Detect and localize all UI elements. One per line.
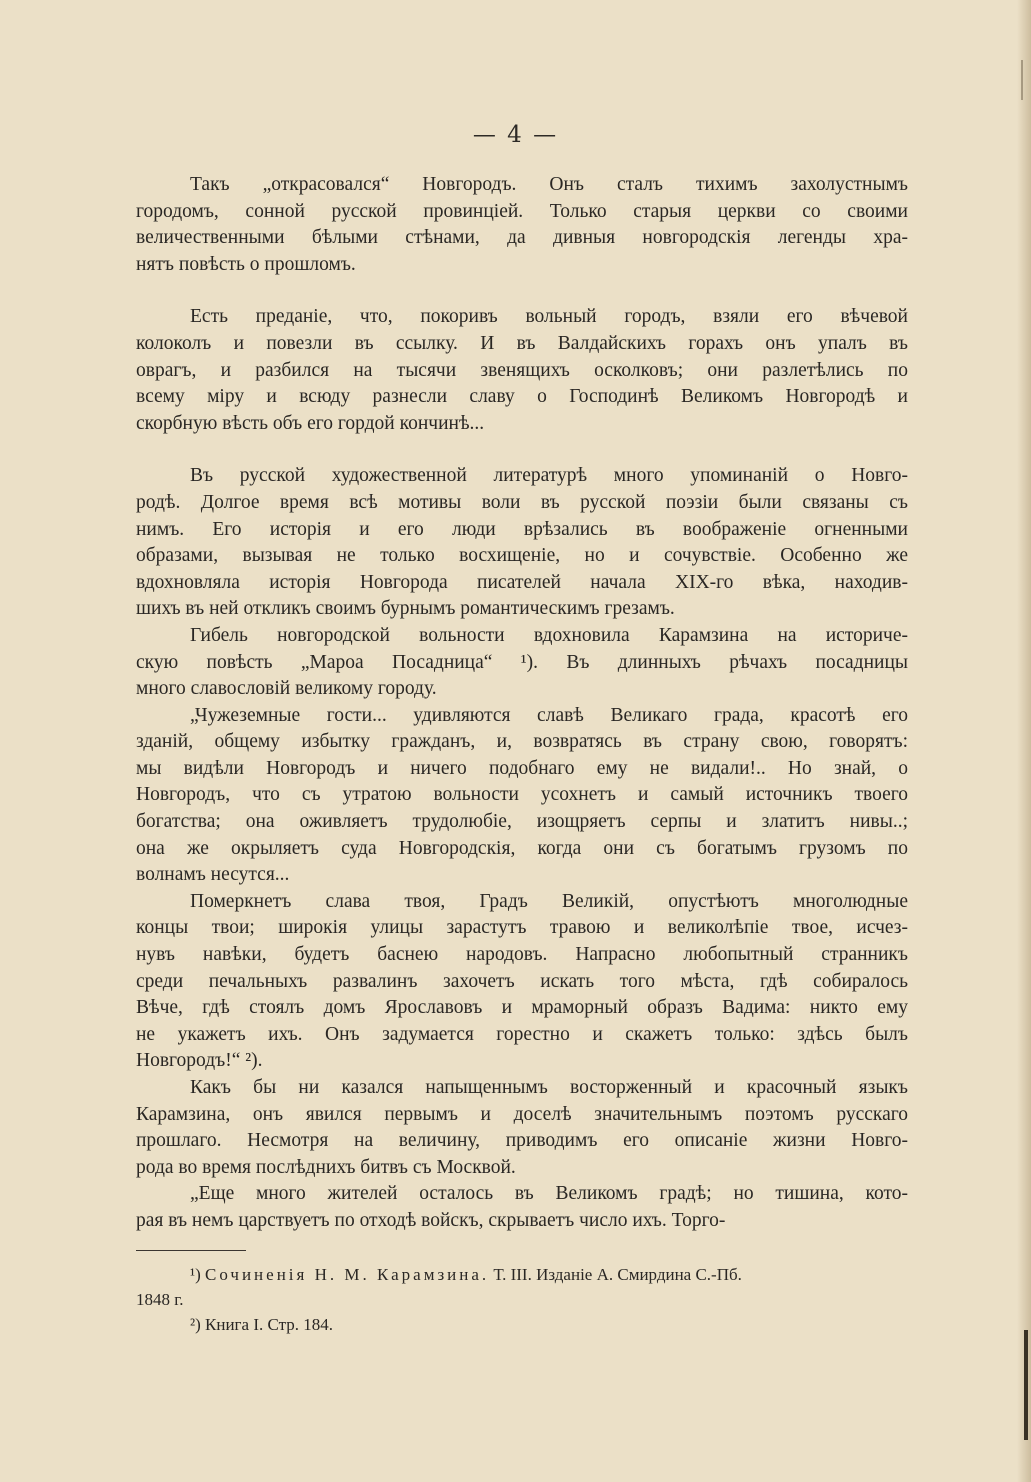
- page-number: — 4 —: [472, 122, 559, 148]
- text-line: мы видѣли Новгородъ и ничего подобнаго ему не видали!.. Но знай, о: [136, 757, 908, 779]
- text-line: Новгородъ!“ ²).: [136, 1050, 263, 1072]
- text-line: прошлаго. Несмотря на величину, приводимъ его описаніе жизни Новго-: [136, 1130, 908, 1152]
- text-line: оврагъ, и разбился на тысячи звенящихъ осколковъ; они разлетѣлись по: [136, 359, 908, 381]
- footnote-1-continuation: 1848 г.: [136, 1290, 184, 1309]
- footnote-2-marker: ²): [190, 1315, 201, 1334]
- text-line: образами, вызывая не только восхищеніе, но и сочувствіе. Особенно же: [136, 545, 908, 567]
- text-line: Вѣче, гдѣ стоялъ домъ Ярославовъ и мраморный образъ Вадима: никто ему: [136, 997, 908, 1019]
- paragraph: [136, 463, 908, 623]
- text-line: „Еще много жителей осталось въ Великомъ градѣ; но тишина, кото-: [190, 1183, 908, 1205]
- paragraph: [136, 1075, 908, 1181]
- text-line: Гибель новгородской вольности вдохновила Карамзина на историче-: [190, 624, 908, 646]
- paragraph: [136, 889, 908, 1075]
- text-line: среди печальныхъ развалинъ захочетъ искать того мѣста, гдѣ собиралось: [136, 970, 908, 992]
- paragraph: [136, 623, 908, 703]
- text-line: „Чужеземные гости... удивляются славѣ Великаго града, красотѣ его: [190, 704, 908, 726]
- text-line: нувъ навѣки, будетъ баснею народовъ. Напрасно любопытный странникъ: [136, 944, 908, 966]
- text-line: много славословій великому городу.: [136, 678, 437, 700]
- text-line: величественными бѣлыми стѣнами, да дивныя новгородскія легенды хра-: [136, 227, 908, 249]
- footnote-1-marker: ¹): [190, 1265, 201, 1284]
- text-line: Новгородъ, что съ утратою вольности усохнетъ и самый источникъ твоего: [136, 784, 908, 806]
- footnote-1-edition: Т. III. Изданіе А. Смирдина С.-Пб.: [493, 1265, 742, 1284]
- page-edge-mark: [1024, 1330, 1028, 1440]
- footnote-2-text: Книга I. Стр. 184.: [205, 1315, 333, 1334]
- footnote-1: [136, 1262, 908, 1287]
- text-line: Есть преданіе, что, покоривъ вольный городъ, взяли его вѣчевой: [190, 306, 908, 328]
- text-line: скую повѣсть „Мароа Посадница“ ¹). Въ длинныхъ рѣчахъ посадницы: [136, 651, 908, 673]
- body-text: [136, 172, 908, 1235]
- paragraph: [136, 1181, 908, 1234]
- text-line: скорбную вѣсть объ его гордой кончинѣ...: [136, 412, 485, 434]
- text-line: она же окрыляетъ суда Новгородскія, когда они съ богатымъ грузомъ по: [136, 837, 908, 859]
- text-line: Померкнетъ слава твоя, Градъ Великій, опустѣютъ многолюдные: [190, 890, 908, 912]
- text-line: рая въ немъ царствуетъ по отходѣ войскъ, скрываетъ число ихъ. Торго-: [136, 1209, 726, 1231]
- paragraph: [136, 703, 908, 889]
- paragraph: [136, 304, 908, 437]
- footnote-divider: [136, 1250, 246, 1251]
- text-line: всему міру и всюду разнесли славу о Господинѣ Великомъ Новгородѣ и: [136, 386, 908, 408]
- text-line: Карамзина, онъ явился первымъ и доселѣ значительнымъ поэтомъ русскаго: [136, 1103, 908, 1125]
- page-edge-shadow: [1017, 0, 1031, 1482]
- text-line: нятъ повѣсть о прошломъ.: [136, 253, 356, 275]
- text-line: Такъ „открасовался“ Новгородъ. Онъ сталъ тихимъ захолустнымъ: [190, 174, 908, 195]
- text-line: не укажетъ ихъ. Онъ задумается горестно и скажетъ только: здѣсь былъ: [136, 1023, 908, 1045]
- page-edge-mark-top: [1021, 60, 1023, 100]
- text-line: зданій, общему избытку гражданъ, и, возвратясь въ страну свою, говорятъ:: [136, 731, 908, 753]
- text-line: Какъ бы ни казался напыщеннымъ восторженный и красочный языкъ: [190, 1077, 908, 1098]
- text-line: рода во время послѣднихъ битвъ съ Москвой.: [136, 1156, 516, 1178]
- footnote-1-title: Сочиненія Н. М. Карамзина.: [205, 1265, 490, 1284]
- footnote-2: [136, 1312, 908, 1337]
- text-line: нимъ. Его исторія и его люди врѣзались въ воображеніе огненными: [136, 518, 908, 540]
- text-line: концы твои; широкія улицы зарастутъ травою и великолѣпіе твое, исчез-: [136, 917, 908, 939]
- text-line: волнамъ несутся...: [136, 864, 290, 886]
- text-line: вдохновляла исторія Новгорода писателей начала XIX-го вѣка, находив-: [136, 571, 908, 593]
- text-line: городомъ, сонной русской провинціей. Только старыя церкви со своими: [136, 200, 908, 222]
- text-line: родѣ. Долгое время всѣ мотивы воли въ русской поэзіи были связаны съ: [136, 491, 908, 513]
- text-line: шихъ въ ней откликъ своимъ бурнымъ романтическимъ грезамъ.: [136, 598, 675, 620]
- text-line: богатства; она оживляетъ трудолюбіе, изощряетъ серпы и златитъ нивы..;: [136, 811, 908, 833]
- text-line: колоколъ и повезли въ ссылку. И въ Валдайскихъ горахъ онъ упалъ въ: [136, 332, 908, 354]
- text-line: Въ русской художественной литературѣ много упоминаній о Новго-: [190, 465, 908, 487]
- paragraph: [136, 172, 908, 278]
- footnotes: [136, 1262, 908, 1337]
